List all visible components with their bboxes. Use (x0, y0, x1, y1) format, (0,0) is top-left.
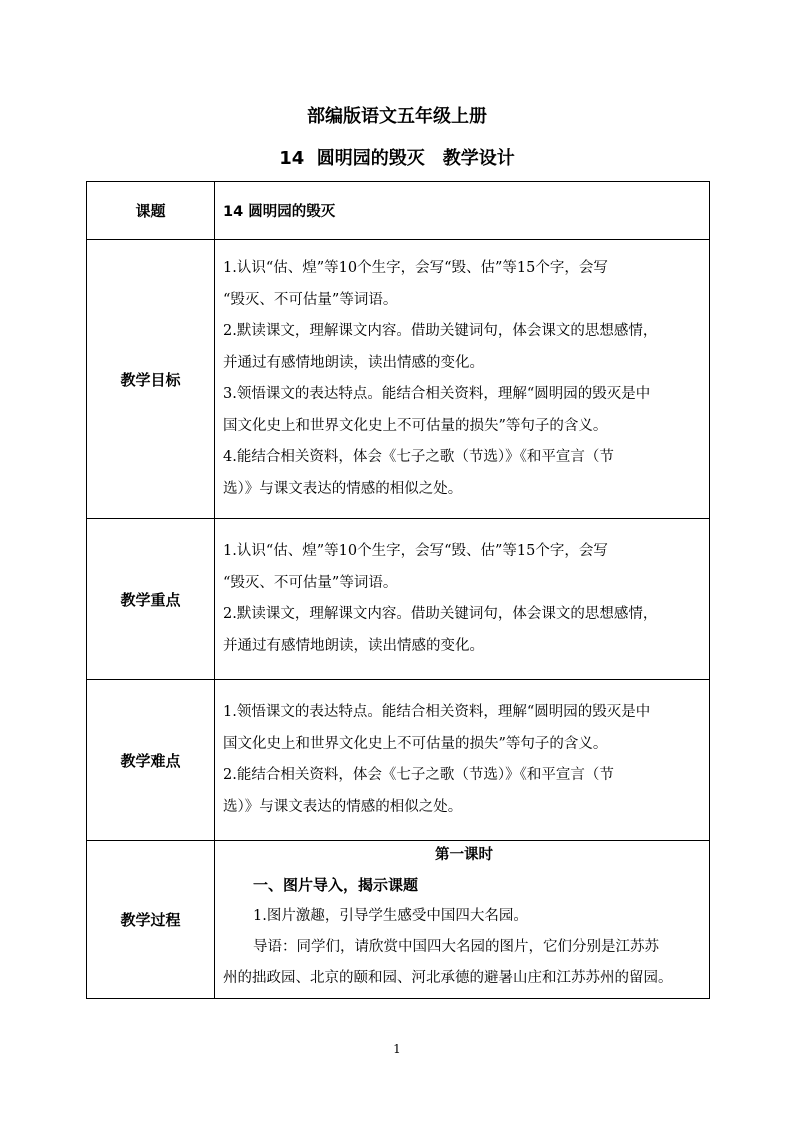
table-row-objectives (87, 240, 710, 519)
objectives-line: 4.能结合相关资料，体会《七子之歌（节选）》《和平宣言（节 (223, 449, 614, 465)
label-difficulties: 教学难点 (87, 680, 215, 841)
table-row-process (87, 841, 710, 999)
objectives-line: 1.认识“估、煌”等10个生字，会写“毁、估”等15个字，会写 (223, 260, 608, 276)
process-content (215, 841, 710, 999)
label-topic: 课题 (87, 182, 215, 240)
page-number: 1 (393, 1042, 401, 1056)
key-points-line: 2.默读课文，理解课文内容。借助关键词句，体会课文的思想感情， (223, 606, 658, 622)
process-intro: 导语：同学们，请欣赏中国四大名园的图片，它们分别是江苏苏 (253, 939, 659, 955)
difficulties-line: 2.能结合相关资料，体会《七子之歌（节选）》《和平宣言（节 (223, 767, 614, 783)
process-intro-continued: 州的拙政园、北京的颐和园、河北承德的避暑山庄和江苏苏州的留园。 (223, 970, 673, 986)
document-subtitle: 14 圆明园的毁灭 教学设计 (279, 148, 515, 169)
difficulties-line: 1.领悟课文的表达特点。能结合相关资料，理解“圆明园的毁灭是中 (223, 704, 651, 720)
objectives-line: 3.领悟课文的表达特点。能结合相关资料，理解“圆明园的毁灭是中 (223, 386, 651, 402)
label-key-points: 教学重点 (87, 519, 215, 680)
table-row-topic (87, 182, 710, 240)
table-row-key-points (87, 519, 710, 680)
objectives-line: 2.默读课文，理解课文内容。借助关键词句，体会课文的思想感情， (223, 323, 658, 339)
label-objectives: 教学目标 (87, 240, 215, 519)
topic-value: 14 圆明园的毁灭 (215, 182, 710, 240)
key-points-line: 1.认识“估、煌”等10个生字，会写“毁、估”等15个字，会写 (223, 543, 608, 559)
process-item: 1.图片激趣，引导学生感受中国四大名园。 (253, 908, 528, 924)
objectives-line: 国文化史上和世界文化史上不可估量的损失”等句子的含义。 (223, 417, 608, 434)
difficulties-line: 国文化史上和世界文化史上不可估量的损失”等句子的含义。 (223, 735, 608, 752)
key-points-line: “毁灭、不可估量”等词语。 (223, 574, 398, 591)
label-process: 教学过程 (87, 841, 215, 999)
difficulties-content (215, 680, 710, 841)
objectives-line: 选）》与课文表达的情感的相似之处。 (223, 480, 463, 497)
difficulties-line: 选）》与课文表达的情感的相似之处。 (223, 798, 463, 815)
objectives-line: 并通过有感情地朗读，读出情感的变化。 (223, 354, 484, 371)
lesson-plan-table (86, 181, 710, 999)
document-title: 部编版语文五年级上册 (307, 106, 487, 127)
section-heading: 一、图片导入，揭示课题 (253, 876, 419, 894)
objectives-content (215, 240, 710, 519)
objectives-line: “毁灭、不可估量”等词语。 (223, 291, 398, 308)
key-points-content (215, 519, 710, 680)
key-points-line: 并通过有感情地朗读，读出情感的变化。 (223, 637, 484, 654)
lesson-heading: 第一课时 (435, 847, 493, 863)
table-row-difficulties (87, 680, 710, 841)
